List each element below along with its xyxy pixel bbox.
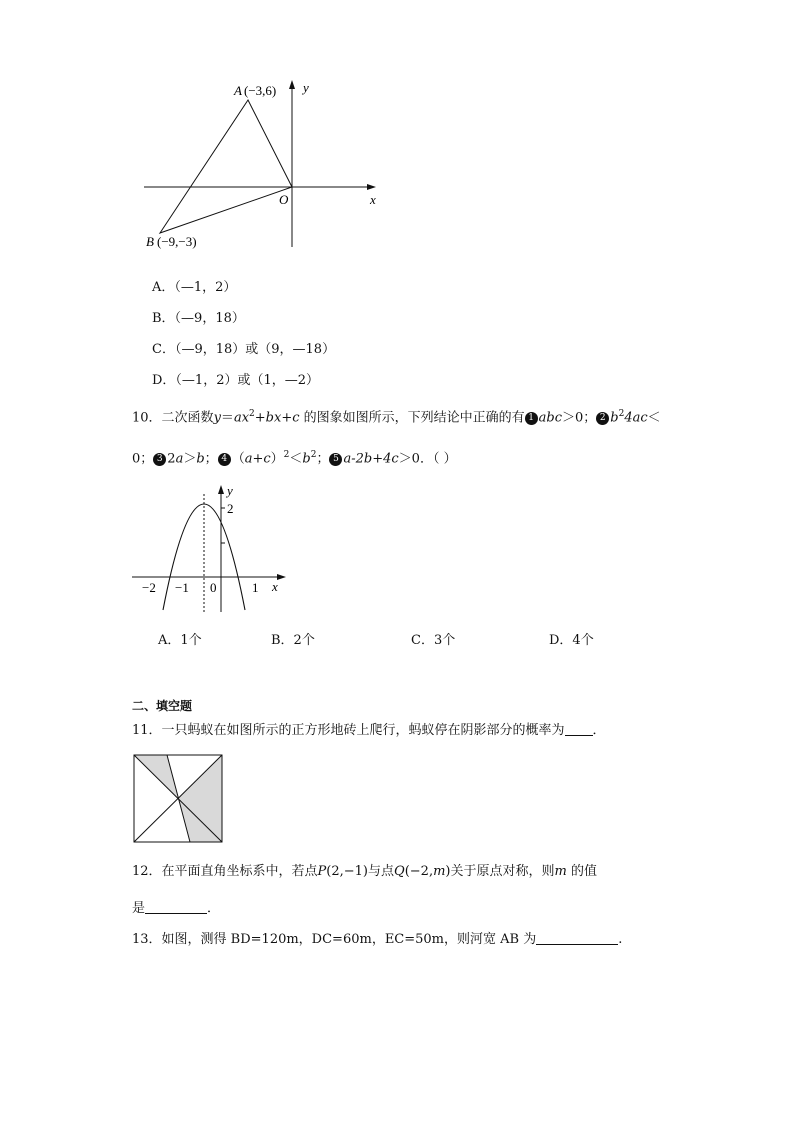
- q10-number: 10．: [132, 410, 162, 426]
- q10-sup-3: 2: [310, 450, 317, 460]
- label-x: x: [272, 579, 278, 594]
- q12-m-2: m: [554, 864, 567, 879]
- q10-2: 2: [167, 451, 176, 467]
- q10-gt: ＞: [183, 451, 197, 467]
- q10-sup-b: 2: [618, 409, 625, 419]
- q10-lparen: （: [231, 451, 245, 467]
- q10-a: a: [175, 451, 184, 467]
- q10-end: ＞0．（ ）: [398, 451, 457, 467]
- q12-p-coords: (2,−1): [326, 864, 369, 879]
- q10-expr: a-2b+4c: [343, 451, 399, 467]
- q10-semi: ；: [204, 451, 218, 467]
- label-y: y: [227, 483, 233, 498]
- label-minus-1: −1: [175, 580, 189, 595]
- q9-option-d: D．（—1，2）或（1，—2）: [152, 373, 320, 388]
- q12-symmetric: 关于原点对称，则: [450, 864, 555, 879]
- q10-option-c: C．3个: [411, 633, 456, 648]
- label-b: B: [146, 234, 154, 249]
- x-axis-arrow: [367, 184, 376, 190]
- y-axis-arrow: [289, 80, 295, 89]
- q12-answer-blank: [145, 900, 207, 914]
- label-1: 1: [252, 580, 259, 595]
- q10-var-y: y: [213, 410, 221, 426]
- q10-a-plus-c: a+c: [244, 451, 271, 467]
- q10-abc: abc: [538, 410, 563, 426]
- label-minus-2: −2: [142, 580, 156, 595]
- q10-4ac: 4ac: [624, 410, 648, 426]
- q12-q-close: ): [445, 864, 451, 879]
- x-axis-arrow: [277, 574, 286, 580]
- q11-stem: 11．一只蚂蚁在如图所示的正方形地砖上爬行，蚂蚁停在阴影部分的概率为: [132, 723, 565, 738]
- circled-5: 5: [329, 453, 342, 466]
- q9-option-c: C．（—9，18）或（9，—18）: [152, 342, 336, 357]
- q12-point-q: Q: [394, 864, 405, 879]
- q11-text: [132, 722, 606, 740]
- q13-answer-blank: [536, 931, 618, 945]
- q10-lt: ＜: [647, 410, 661, 426]
- q12-line2: [132, 900, 220, 918]
- q12-m: m: [433, 864, 446, 879]
- q9-option-b: B．（—9，18）: [152, 311, 245, 326]
- q11-answer-blank: [565, 722, 593, 736]
- label-y: y: [303, 80, 309, 95]
- q10-option-a: A．1个: [158, 633, 202, 648]
- q12-and: 与点: [368, 864, 395, 879]
- q10-lt-2: ＜: [289, 451, 303, 467]
- parabola-figure: [128, 478, 298, 613]
- q12-period: ．: [207, 901, 221, 916]
- q10-option-d: D．4个: [549, 633, 594, 648]
- label-o: O: [279, 192, 289, 207]
- q10-plus: +: [254, 410, 266, 426]
- q10-line1: [132, 405, 661, 427]
- q10-gt0: ＞0；: [562, 410, 597, 426]
- q10-text: 二次函数: [161, 410, 214, 426]
- q13-period: .: [618, 932, 623, 947]
- q10-semi-2: ；: [316, 451, 330, 467]
- circled-2: 2: [596, 412, 609, 425]
- q10-line2: [132, 446, 457, 468]
- q10-text2: 的图象如图所示，下列结论中正确的有: [299, 410, 525, 426]
- q12-point-p: P: [317, 864, 327, 879]
- q10-option-b: B．2个: [271, 633, 315, 648]
- square-tile-figure: [133, 754, 225, 844]
- label-0: 0: [210, 580, 217, 595]
- q10-plus2: +: [281, 410, 293, 426]
- circled-3: 3: [153, 453, 166, 466]
- circled-4: 4: [218, 453, 231, 466]
- label-a: A: [234, 83, 242, 98]
- q12-is: 是: [132, 901, 146, 916]
- q10-b-3: b: [302, 451, 311, 467]
- coord-a: (−3,6): [244, 83, 277, 98]
- q12-q-coords: (−2,: [404, 864, 434, 879]
- label-2: 2: [227, 501, 234, 516]
- q10-rparen: ）: [270, 451, 284, 467]
- q10-var-bx: bx: [265, 410, 282, 426]
- q12-line1: [132, 863, 597, 881]
- q9-option-a: A．（—1，2）: [152, 280, 237, 295]
- q10-var-c: c: [292, 410, 300, 426]
- section-heading: 二、填空题: [132, 699, 193, 713]
- y-axis-arrow: [218, 485, 224, 494]
- q10-zero: 0；: [132, 451, 154, 467]
- q10-sup-2: 2: [283, 450, 290, 460]
- q13-text: [132, 931, 622, 949]
- q10-eq: ＝: [220, 410, 234, 426]
- triangle-abo: [160, 100, 292, 233]
- triangle-figure: [130, 72, 390, 257]
- label-x: x: [370, 192, 376, 207]
- q10-b-2: b: [196, 451, 205, 467]
- q10-sup: 2: [249, 409, 255, 419]
- q13-stem: 13．如图，测得 BD=120m，DC=60m，EC=50m，则河宽 AB 为: [132, 932, 537, 947]
- q10-b: b: [610, 410, 619, 426]
- coord-b: (−9,−3): [157, 234, 197, 249]
- circled-1: 1: [525, 412, 538, 425]
- q12-stem: 12．在平面直角坐标系中，若点: [132, 864, 318, 879]
- q10-var-ax: ax: [233, 410, 250, 426]
- q12-value: 的值: [566, 864, 597, 879]
- q11-period: ．: [592, 723, 606, 738]
